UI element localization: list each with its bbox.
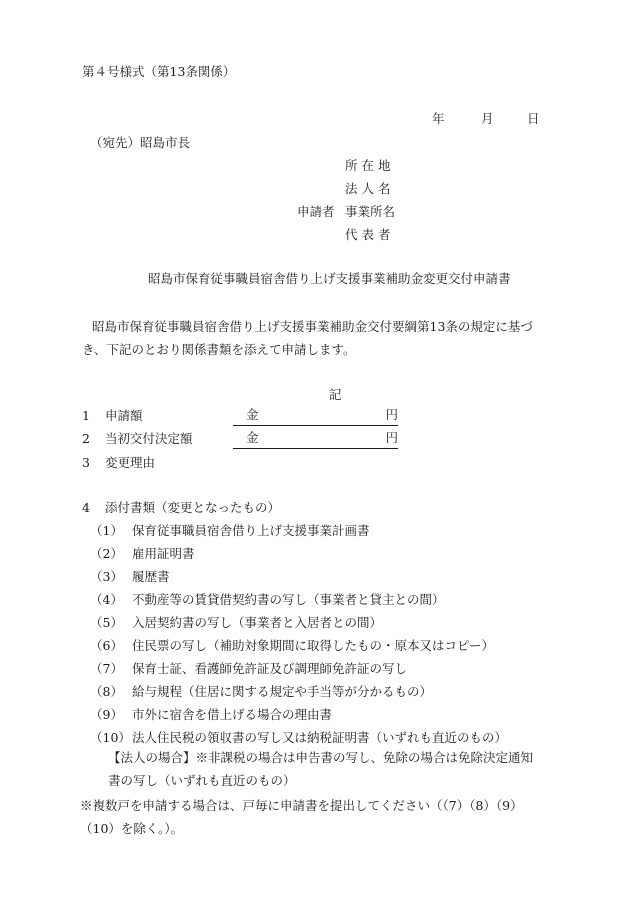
- attachment-number: （3）: [90, 569, 123, 584]
- document-title: 昭島市保育従事職員宿舎借り上げ支援事業補助金変更交付申請書: [148, 271, 511, 286]
- kin-label: 金: [246, 430, 259, 445]
- list-item: [0, 686, 630, 702]
- attachment-text: 住民票の写し（補助対象期間に取得したもの・原本又はコピー）: [132, 638, 495, 653]
- list-item: [0, 571, 630, 587]
- applicant-representative-label: 代 表 者: [345, 227, 391, 242]
- footer-note-line-1: ※複数戸を申請する場合は、戸毎に申請書を提出してください（（7）（8）（9）: [80, 798, 523, 813]
- list-item: [0, 732, 630, 748]
- list-item: [0, 640, 630, 656]
- form-number: 第４号様式（第13条関係）: [82, 64, 236, 79]
- list-item: [0, 663, 630, 679]
- list-item: [0, 617, 630, 633]
- applicant-office-name-label: 事業所名: [345, 204, 396, 219]
- date-year: 年: [432, 111, 445, 126]
- attachment-number: （5）: [90, 615, 123, 630]
- applicant-row-address: [0, 160, 630, 176]
- intro-line-2: き、下記のとおり関係書類を添えて申請します。: [82, 342, 356, 357]
- applicant-row-corp-name: [0, 183, 630, 199]
- application-amount-field: [233, 409, 398, 426]
- attachment-text: 保育従事職員宿舎借り上げ支援事業計画書: [132, 523, 370, 538]
- attachment-number: （6）: [90, 638, 123, 653]
- attachment-text: 保育士証、看護師免許証及び調理師免許証の写し: [132, 661, 408, 676]
- attachment-number: （4）: [90, 592, 123, 607]
- attachment-text: 給与規程（住居に関する規定や手当等が分かるもの）: [132, 684, 433, 699]
- yen-label: 円: [385, 407, 398, 422]
- list-item: [0, 709, 630, 725]
- attachment-number: （1）: [90, 523, 123, 538]
- attachment-number: （7）: [90, 661, 123, 676]
- attachment-number: （9）: [90, 707, 123, 722]
- attachment-text: 市外に宿舎を借上げる場合の理由書: [132, 707, 333, 722]
- date-day: 日: [527, 111, 540, 126]
- item-3-number: 3: [82, 455, 90, 470]
- date-month: 月: [481, 111, 494, 126]
- item-3-label: 変更理由: [105, 455, 156, 470]
- intro-line-1: 昭島市保育従事職員宿舎借り上げ支援事業補助金交付要綱第13条の規定に基づ: [92, 319, 533, 334]
- attachment-number: （8）: [90, 684, 123, 699]
- item-2-label: 当初交付決定額: [105, 431, 193, 446]
- attachment-number: （2）: [90, 546, 123, 561]
- ki-heading: 記: [329, 387, 342, 402]
- applicant-address-label: 所 在 地: [345, 158, 391, 173]
- corporate-note-line-2: 書の写し（いずれも直近のもの）: [108, 773, 296, 788]
- addressee: （宛先）昭島市長: [90, 135, 191, 150]
- attachment-text: 雇用証明書: [132, 546, 195, 561]
- list-item: [0, 548, 630, 564]
- list-item: [0, 525, 630, 541]
- applicant-corp-name-label: 法 人 名: [345, 181, 391, 196]
- corporate-note-line-1: 【法人の場合】※非課税の場合は申告書の写し、免除の場合は免除決定通知: [108, 750, 534, 765]
- applicant-row-representative: [0, 229, 630, 245]
- attachment-text: 法人住民税の領収書の写し又は納税証明書（いずれも直近のもの）: [132, 730, 508, 745]
- item-2-number: 2: [82, 431, 90, 446]
- attachment-text: 不動産等の賃貸借契約書の写し（事業者と貸主との間）: [132, 592, 445, 607]
- applicant-row-office-name: [0, 206, 630, 222]
- yen-label: 円: [385, 430, 398, 445]
- footer-note-line-2: （10）を除く。）。: [80, 821, 184, 836]
- list-item: [0, 594, 630, 610]
- attachment-number: （10）: [90, 730, 131, 745]
- item-1-label: 申請額: [105, 408, 143, 423]
- item-4-number: 4: [82, 500, 90, 515]
- item-4-label: 添付書類（変更となったもの）: [105, 500, 281, 515]
- initial-decision-amount-field: [233, 432, 398, 449]
- attachment-text: 入居契約書の写し（事業者と入居者との間）: [132, 615, 383, 630]
- applicant-prefix: 申請者: [297, 204, 335, 219]
- attachment-text: 履歴書: [132, 569, 170, 584]
- kin-label: 金: [246, 407, 259, 422]
- item-1-number: 1: [82, 408, 90, 423]
